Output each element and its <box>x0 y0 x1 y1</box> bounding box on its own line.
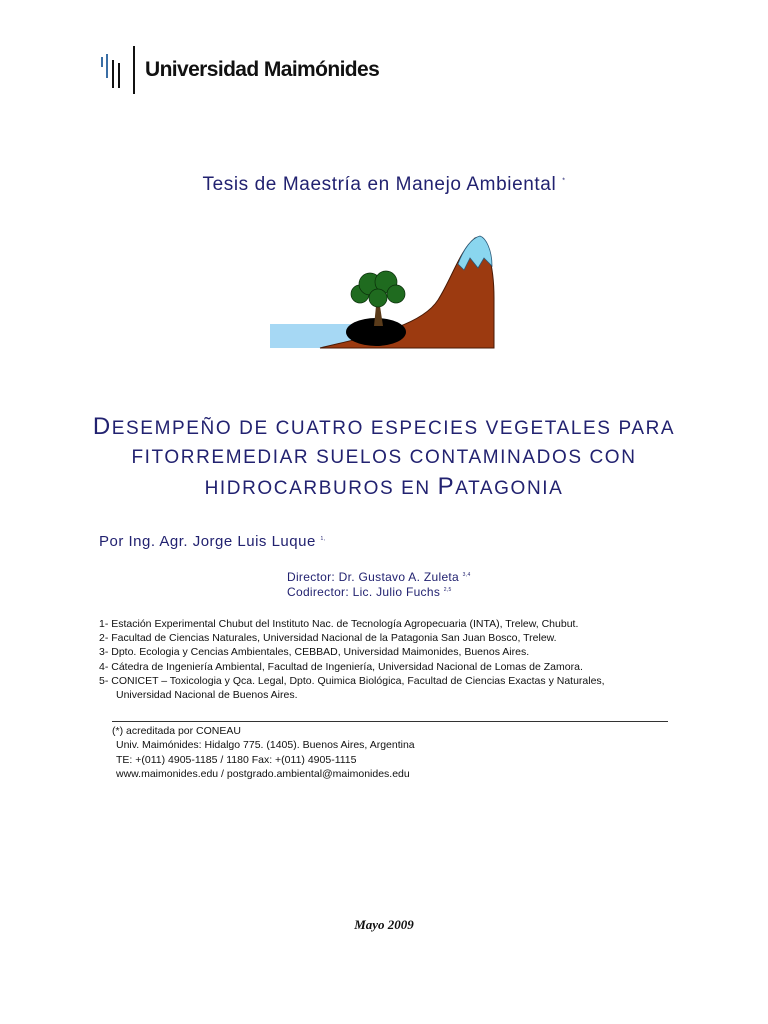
affiliation-item: 3- Dpto. Ecologia y Cencias Ambientales, CEBBAD, Universidad Maimonides, Buenos Aires. <box>99 646 530 659</box>
logo-divider <box>133 46 135 94</box>
contact-links: www.maimonides.edu / postgrado.ambiental@maimonides.edu <box>116 768 410 781</box>
affiliation-item: 4- Cátedra de Ingeniería Ambiental, Facultad de Ingeniería, Universidad Nacional de Lomas de Zamora. <box>99 660 583 673</box>
author-line <box>99 533 326 550</box>
affiliation-item: 2- Facultad de Ciencias Naturales, Universidad Nacional de la Patagonia San Juan Bosco, Trelew. <box>99 632 557 645</box>
thesis-title <box>0 174 768 196</box>
affiliations-list <box>99 617 699 702</box>
director-name: Director: Dr. Gustavo A. Zuleta <box>287 570 460 584</box>
codirector-line <box>287 585 452 599</box>
codirector-mark: 2,5 <box>443 587 452 593</box>
main-title-line-1: DESEMPEÑO DE CUATRO ESPECIES VEGETALES PARA <box>92 413 676 440</box>
address-line: Univ. Maimónides: Hidalgo 775. (1405). Buenos Aires, Argentina <box>116 739 415 752</box>
accreditation-note: (*) acreditada por CONEAU <box>112 725 241 737</box>
footnote-block <box>112 724 415 782</box>
affiliation-item-continuation: Universidad Nacional de Buenos Aires. <box>116 689 298 702</box>
university-name: Universidad Maimónides <box>145 58 380 81</box>
university-logo <box>100 46 400 96</box>
vertical-bars-logo-icon <box>100 54 124 88</box>
author-name: Por Ing. Agr. Jorge Luis Luque <box>99 533 316 550</box>
main-title <box>60 412 708 503</box>
footnote-divider <box>112 721 668 722</box>
landscape-tree-oil-mountain-illustration <box>270 228 500 350</box>
codirector-name: Codirector: Lic. Julio Fuchs <box>287 585 441 599</box>
thesis-title-mark: * <box>562 177 566 185</box>
phone-line: TE: +(011) 4905-1185 / 1180 Fax: +(011) 4905-1115 <box>116 753 357 766</box>
director-mark: 3,4 <box>462 572 471 578</box>
publication-date: Mayo 2009 <box>354 917 414 932</box>
affiliation-item: 1- Estación Experimental Chubut del Instituto Nac. de Tecnología Agropecuaria (INTA), Trelew, Chubut. <box>99 618 579 630</box>
author-mark: 1, <box>320 536 326 542</box>
director-line <box>287 570 471 584</box>
affiliation-item: 5- CONICET – Toxicologia y Qca. Legal, Dpto. Quimica Biológica, Facultad de Ciencias Exactas y Naturales, <box>99 674 605 687</box>
main-title-line-3: HIDROCARBUROS EN PATAGONIA <box>204 473 564 500</box>
thesis-title-text: Tesis de Maestría en Manejo Ambiental <box>202 174 557 195</box>
main-title-line-2: FITORREMEDIAR SUELOS CONTAMINADOS CON <box>131 447 637 468</box>
tree-foliage <box>351 271 405 307</box>
